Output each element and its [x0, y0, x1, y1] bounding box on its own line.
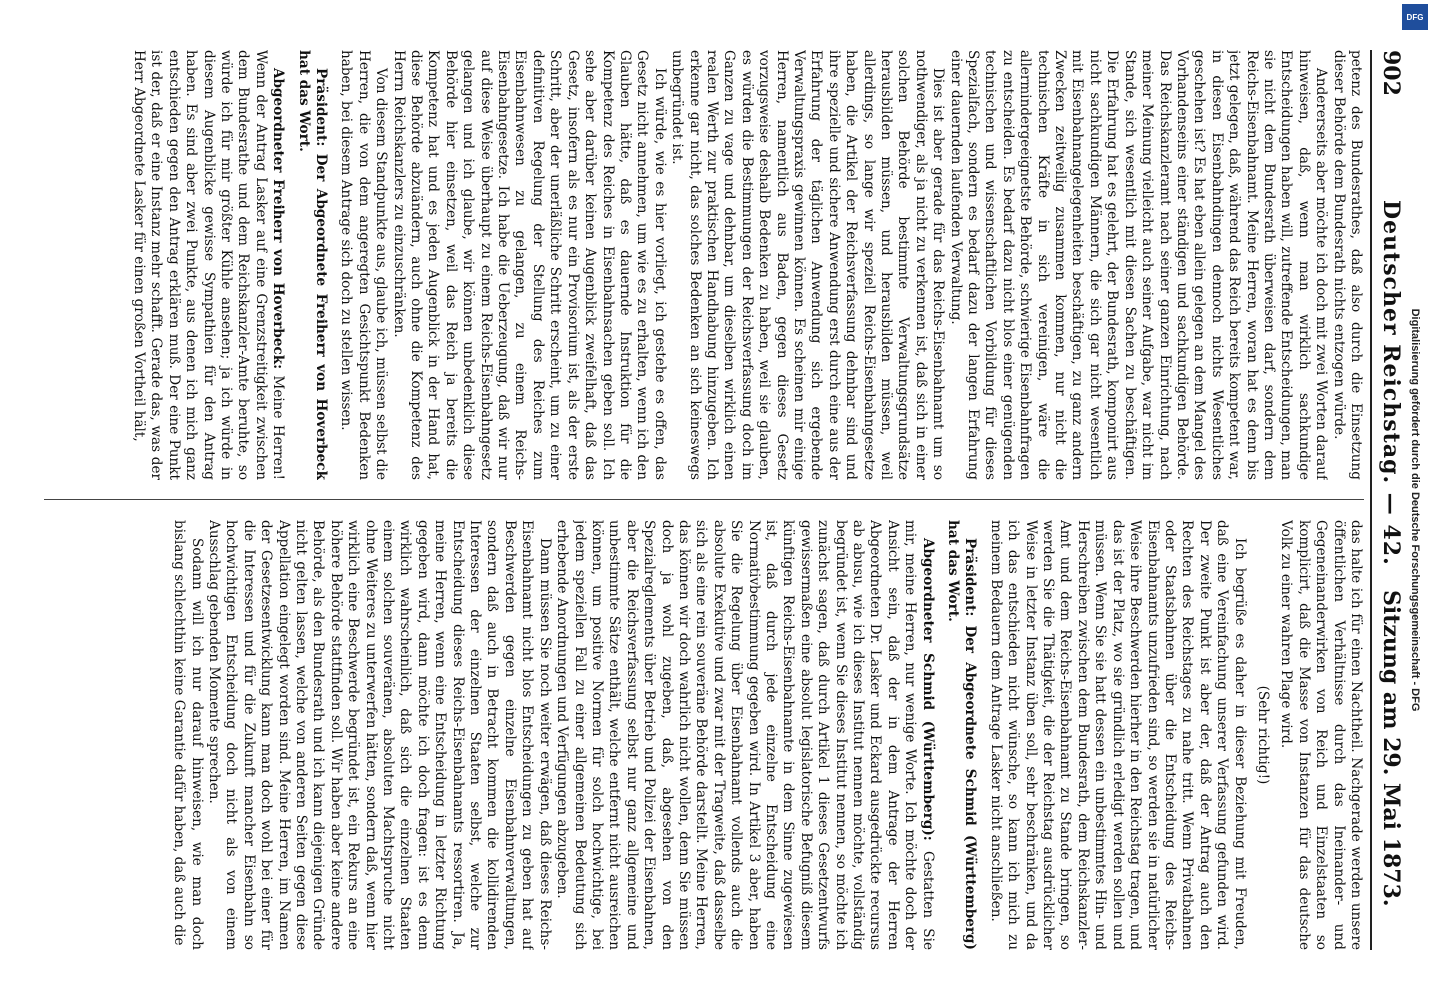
- speech-paragraph: [553, 520, 936, 950]
- digitization-note: [1404, 30, 1426, 990]
- right-column: [34, 520, 1364, 950]
- digitization-note-text: Digitalisierung gefördert durch die Deutsche Forschungsgemeinschaft - DFG: [1409, 308, 1421, 712]
- header-right-title: Sitzung am 29. Mai 1873.: [1378, 590, 1404, 907]
- paragraph: das halte ich für einen Nachtheil. Nachgerade werden unsere öffentlichen Verhältnisse durch das Ineinander- und Gegeneinanderwirken von Reich und Einzelstaaten so komplicirt, daß die Masse von Instanzen für das deutsche Volk zu einer wahren Plage wird.: [1278, 520, 1364, 950]
- dfg-logo: DFG: [1402, 4, 1428, 30]
- president-announcement: Präsident: Der Abgeordnete Freiherr von Hoverbeck hat das Wort.: [295, 50, 330, 480]
- applause-note: (Sehr richtig!): [1254, 685, 1271, 785]
- paragraph: petenz des Bundesrathes, daß also durch die Einsetzung dieser Behörde dem Bundesrath nichts entzogen würde.: [1330, 50, 1364, 480]
- paragraph: Ich begrüße es daher in dieser Beziehung mit Freuden, daß eine Vereinfachung unserer Verfassung gefunden wird. Der zweite Punkt ist aber der, daß der Antrag auch den Rechten des Reichstages zu nahe tritt. Wenn Privatbahnen oder Staatsbahnen über die Entscheidung des Reichs-Eisenbahnamts unzufrieden sind, so werden sie in natürlicher Weise ihre Beschwerden hierher in den Reichstag tragen, und das ist der Platz, wo sie gründlich erledigt werden sollen und müssen. Wenn Sie sie hatt dessen ein unbestimmtes Hin- und Herschreiben zwischen dem Bundesrath, dem Reichskanzler-Amt und dem Reichs-Eisenbahnamt zu Stande bringen, so werden Sie die Thätigkeit, die der Reichstag ausdrücklicher Weise in letzter Instanz üben soll, sehr beschränken, und da ich das entschieden nicht wünsche, so kann ich mich zu meinem Bedauern dem Antrage Lasker nicht anschließen.: [987, 520, 1248, 950]
- speaker-name: Abgeordneter Freiherr von Hoverbeck:: [270, 68, 287, 370]
- paragraph: Ich würde, wie es hier vorliegt, ich gestehe es offen, das Gesetz nicht annehmen, um wie es zu erhalten, wenn ich den Glauben hätte, daß es dauernde Instruktion für die Kompetenz des Reiches in Eisenbahnsachen geben soll. Ich sehe aber darüber keinen Augenblick zweifelhaft, daß das Gesetz, insofern als es nur ein Provisorium ist, als der erste Schritt, aber der unerläßliche Schritt erscheint, um zu einer definitiven Regelung der Stellung des Reiches zum Eisenbahnwesen zu gelangen, zu einem Reichs-Eisenbahngesetze. Ich habe die Ueberzeugung, daß wir nur auf diese Weise überhaupt zu einem Reichs-Eisenbahngesetz gelangen und ich glaube, wir können unbedenklich diese Behörde hier einsetzen, weil das Reich ja bereits die Kompetenz hat und es jeden Augenblick in der Hand hat, diese Behörde abzuändern, auch ohne die Kompetenz des Herrn Reichskanzlers zu einzuschränken.: [390, 50, 668, 480]
- paragraph: Dies ist aber gerade für das Reichs-Eisenbahnamt um so nothwendiger, als ja nicht zu verkennen ist, daß sich in einer solchen Behörde bestimmte Verwaltungsgrundsätze herausbilden müssen, und herausbilden müssen, weil allerdings, so lange wir speziell Reichs-Eisenbahngesetze haben, die Artikel der Reichsverfassung dehnbar sind und ihre spezielle und sichere Anwendung erst durch eine aus der Erfahrung der täglichen Anwendung sich ergebende Verwaltungspraxis gewinnen können. Es scheinen mir einige Herren, namentlich aus Baden, gegen dieses Gesetz vorzugsweise deshalb Bedenken zu haben, weil sie glauben, es würden die Bestimmungen der Reichsverfassung doch im Ganzen zu vage und dehnbar, um dieselben wirklich einen realen Werth zur praktischen Handhabung hinzugeben. Ich erkenne gar nicht, das solches Bedenken an sich keineswegs unbegründet ist.: [669, 50, 947, 480]
- speech-text: Meine Herren! Wenn der Antrag Lasker auf eine Grenzstreitigkeit zwischen dem Bundesrathe und dem Reichskanzler-Amte beruhte, so würde ich für mir größter Kühle ansehen; ja ich würde in diesem Augenblicke gewisse Sympathien für den Antrag haben. Es sind aber zwei Punkte, aus denen ich mich ganz entschieden gegen den Antrag erklären muß. Der eine Punkt ist der, daß er eine Instanz mehr schafft. Gerade das, was der Herr Abgeordnete Lasker für einen großen Vortheil hält,: [130, 50, 287, 480]
- page-number: 902: [1378, 50, 1404, 96]
- paragraph: Andererseits aber möchte ich doch mit zwei Worten darauf hinweisen, daß, wenn man wirklich sachkundige Entscheidungen haben will, zutreffende Entscheidungen, man sie nicht dem Bundesrath überweisen darf, sondern dem Reichs-Eisenbahnamt. Meine Herren, woran hat es denn bis jetzt gelegen, daß, während das Reich bereits kompetent war, in diesen Eisenbahndingen dennoch nichts Wesentliches geschehen ist? Es hat eben allein gelegen an dem Mangel des Vorhandenseins einer ständigen und sachkundigen Behörde. Das Reichskanzleramt nach seiner ganzen Einrichtung, nach meiner Meinung vielleicht auch seiner Aufgabe, war nicht im Stande, sich wesentlich mit diesen Sachen zu beschäftigen. Die Erfahrung hat es gelehrt, der Bundesrath, komponirt aus nicht sachkundigen Männern, die sich gar nicht wesentlich mit Eisenbahnangelegenheiten beschäftigen, zu ganz andern Zwecken zeitweilig zusammen kommen, nur nicht die technischen Kräfte in sich vereinigen, wäre die allermindergeeignetste Behörde, schwierige Eisenbahnfragen zu entscheiden. Es bedarf dazu nicht blos einer genügenden technischen und wissenschaftlichen Vorbildung für dieses Spezialfach, sondern es bedarf dazu der langen Erfahrung einer dauernden laufenden Verwaltung.: [947, 50, 1330, 480]
- header-left-title: Deutscher Reichstag. — 42.: [1378, 200, 1404, 566]
- paragraph: Sodann will ich nur darauf hinweisen, wie man doch bislang schlechthin keine Garantie dafür haben, daß auch die: [171, 520, 205, 950]
- column-divider: [44, 499, 1364, 500]
- page-header: [1370, 50, 1408, 950]
- speech-text: Gestatten Sie mir, meine Herren, nur wenige Worte. Ich möchte doch der Ansicht sein, daß der in dem Antrage der Herren Abgeordneten Dr. Lasker und Eckard ausgedrückte recursus ab abusu, wie ich dieses Institut nennen möchte, vollständig begründet ist, wenn Sie dieses Institut nennen, so möchte ich zunächst sagen, daß durch Artikel 1 dieses Gesetzentwurfs gewissermaßen eine absolut legislatorische Befugniß diesem künftigen Reichs-Eisenbahnamte in dem Sinne zugewiesen ist, daß durch jede einzelne Entscheidung eine Normativbestimmung gegeben wird. In Artikel 3 aber, haben Sie die Regelung über Eisenbahnamt vollends auch die absolute Exekutive und zwar mit der Tragweite, daß dasselbe sich als eine rein souveräne Behörde darstellt. Meine Herren, das können wir doch wahrlich nicht wollen, denn Sie müssen doch ja wohl zugeben, daß, abgesehen von den Spezialreglements über Betrieb und Polizei der Eisenbahnen, aber die Reichsverfassung selbst nur ganz allgemeine und unbestimmte Sätze enthält, welche entfernt nicht ausreichen können, um positive Normen für solch hochwichtige, bei jedem speziellen Fall zu einer allgemeinen Bedeutung sich erhebende Anordnungen und Verfügungen abzugeben.: [554, 520, 936, 950]
- left-column: [34, 50, 1364, 480]
- paragraph: Von diesem Standpunkte aus, glaube ich, müssen selbst die Herren, die von dem angeregten Gesichtspunkt Bedenken haben, bei diesem Antrage sich doch zu stellen wissen.: [338, 50, 390, 480]
- paragraph: Dann müssen Sie noch weiter erwägen, daß dieses Reichs-Eisenbahnamt nicht blos Entscheidungen zu geben hat auf Beschwerden gegen einzelne Eisenbahnverwaltungen, sondern daß auch in Betracht kommen die kollidirenden Interessen der einzelnen Staaten selbst, welche zur Entscheidung dieses Reichs-Eisenbahnamts ressortiren. Ja, meine Herren, wenn eine Entscheidung in letzter Richtung gegeben wird, dann möchte ich doch fragen: ist es denn wirklich wahrscheinlich, daß sich die einzelnen Staaten einem solchen souveränen, absoluten Machtspruche nicht ohne Weiteres zu unterwerfen hätten, sondern daß, wenn hier wirklich eine Beschwerde begründet ist, ein Rekurs an eine höhere Behörde stattfinden soll. Wir haben aber keine andere Behörde, als den Bundesrath und ich kann diejenigen Gründe nicht gelten lassen, welche von anderen Seiten gegen diese Appellation eingelegt worden sind. Meine Herren, im Namen der Gesetzesentwicklung kann man doch wohl bei einer für die Interessen und für die Zukunft mancher Eisenbahn so hochwichtigen Entscheidung doch nicht als von einem Ausschlag gebenden Momente sprechen.: [206, 520, 553, 950]
- speech-paragraph: [130, 50, 287, 480]
- president-announcement: Präsident: Der Abgeordnete Schmid (Württemberg) hat das Wort.: [945, 520, 979, 950]
- speaker-name: Abgeordneter Schmid (Württemberg):: [919, 538, 936, 841]
- rotated-page: [6, 10, 1426, 990]
